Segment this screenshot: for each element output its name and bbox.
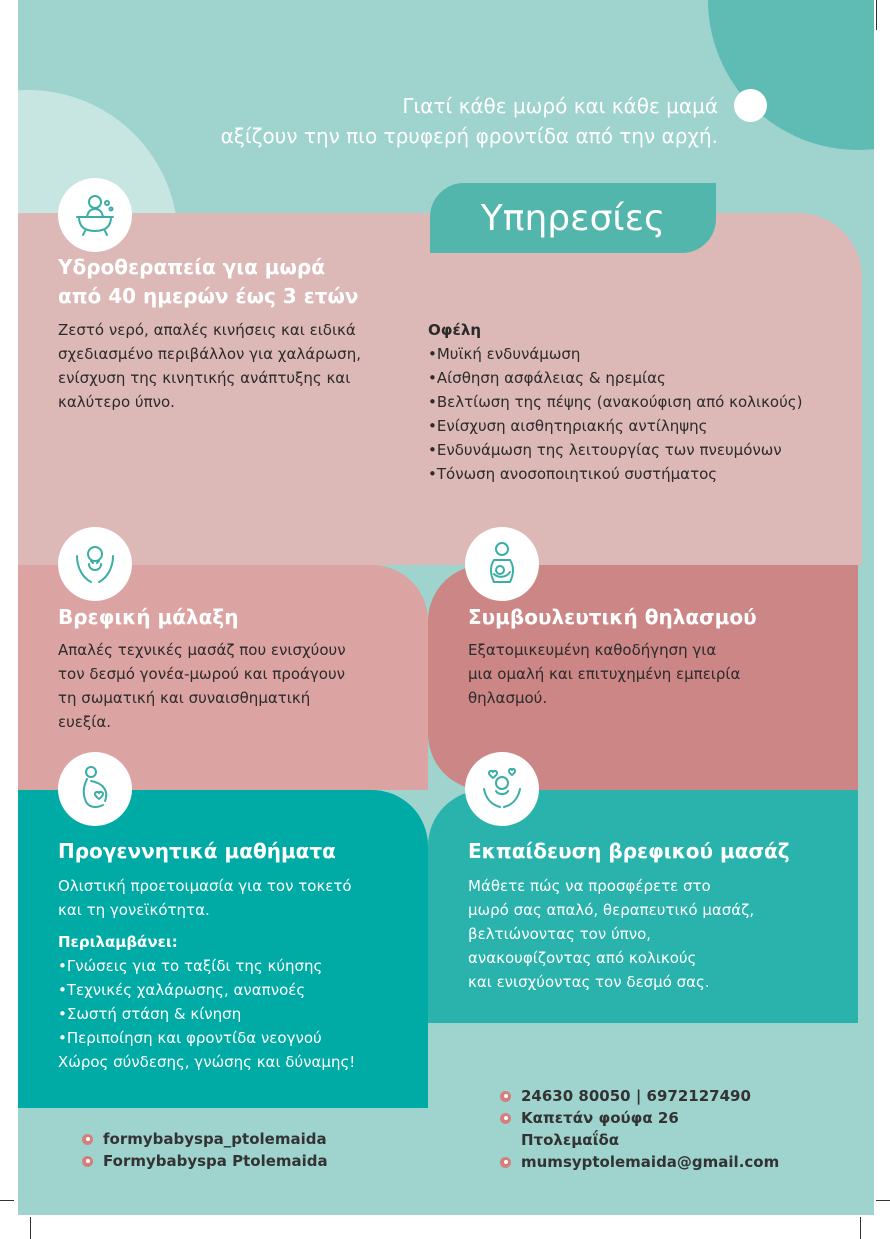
address-line: Καπετάν φούφα 26 xyxy=(521,1109,679,1127)
contact-info xyxy=(500,1085,779,1173)
text-line: Εξατομικευμένη καθοδήγηση για xyxy=(468,641,717,659)
text-line: τον δεσμό γονέα-μωρού και προάγουν xyxy=(58,665,346,683)
hydrotherapy-benefits xyxy=(428,318,858,486)
baby-hands-icon xyxy=(58,527,132,601)
decorative-circle xyxy=(708,0,874,150)
phone-number: 24630 80050 | 6972127490 xyxy=(521,1087,751,1105)
text-line: Απαλές τεχνικές μασάζ που ενισχύουν xyxy=(58,641,346,659)
includes-item: • Περιποίηση και φροντίδα νεογνού xyxy=(58,1026,423,1050)
massage-training-title: Εκπαίδευση βρεφικού μασάζ xyxy=(468,839,790,863)
closing-line: Χώρος σύνδεσης, γνώσης και δύναμης! xyxy=(58,1053,356,1071)
address-row-2 xyxy=(500,1129,779,1151)
crop-mark xyxy=(860,1217,861,1239)
benefit-item: • Ενίσχυση αισθητηριακής αντίληψης xyxy=(428,414,858,438)
text-line: Ολιστική προετοιμασία για τον τοκετό xyxy=(58,877,352,895)
crop-mark xyxy=(876,0,877,30)
crop-mark xyxy=(0,1200,14,1201)
text-line: σχεδιασμένο περιβάλλον για χαλάρωση, xyxy=(58,345,361,363)
email-address: mumsyptolemaida@gmail.com xyxy=(521,1153,780,1171)
hydrotherapy-title xyxy=(58,253,359,311)
email-row[interactable] xyxy=(500,1151,779,1173)
location-icon xyxy=(500,1113,511,1124)
benefit-item: • Αίσθηση ασφάλειας & ηρεμίας xyxy=(428,366,858,390)
instagram-link[interactable] xyxy=(82,1128,328,1150)
social-links xyxy=(82,1128,328,1172)
services-heading: Υπηρεσίες xyxy=(430,183,716,253)
massage-training-description xyxy=(468,874,848,994)
tagline-line: αξίζουν την πιο τρυφερή φροντίδα από την αρχή. xyxy=(220,124,718,148)
text-line: τη σωματική και συναισθηματική xyxy=(58,689,311,707)
benefits-heading: Οφέλη xyxy=(428,321,482,339)
baby-bath-icon xyxy=(58,178,132,252)
tagline-line: Γιατί κάθε μωρό και κάθε μαμά xyxy=(402,94,718,118)
phone-row[interactable] xyxy=(500,1085,779,1107)
breastfeeding-mother-icon xyxy=(465,527,539,601)
text-line: καλύτερο ύπνο. xyxy=(58,393,175,411)
title-line: από 40 ημερών έως 3 ετών xyxy=(58,284,359,308)
text-line: και ενισχύοντας τον δεσμό σας. xyxy=(468,973,710,991)
instagram-handle: formybabyspa_ptolemaida xyxy=(103,1130,327,1148)
text-line: ευεξία. xyxy=(58,713,111,731)
breastfeeding-title: Συμβουλευτική θηλασμού xyxy=(468,605,757,629)
prenatal-description xyxy=(58,874,423,1074)
email-icon xyxy=(500,1157,511,1168)
decorative-dot xyxy=(734,89,767,122)
baby-massage-description xyxy=(58,638,423,734)
crop-mark xyxy=(876,1200,890,1201)
benefit-item: • Τόνωση ανοσοποιητικού συστήματος xyxy=(428,462,858,486)
benefit-item: • Ενδυνάμωση της λειτουργίας των πνευμόνων xyxy=(428,438,858,462)
facebook-handle: Formybabyspa Ptolemaida xyxy=(103,1152,328,1170)
text-line: ενίσχυση της κινητικής ανάπτυξης και xyxy=(58,369,351,387)
massage-hands-icon xyxy=(465,752,539,826)
hydrotherapy-description xyxy=(58,318,428,414)
prenatal-title: Προγεννητικά μαθήματα xyxy=(58,839,336,863)
phone-icon xyxy=(500,1091,511,1102)
instagram-icon xyxy=(82,1134,93,1145)
crop-mark xyxy=(30,1217,31,1239)
tagline xyxy=(118,91,718,151)
title-line: Υδροθεραπεία για μωρά xyxy=(58,255,325,279)
text-line: μια ομαλή και επιτυχημένη εμπειρία xyxy=(468,665,741,683)
address-row xyxy=(500,1107,779,1129)
includes-item: • Τεχνικές χαλάρωσης, αναπνοές xyxy=(58,978,423,1002)
facebook-icon xyxy=(82,1156,93,1167)
facebook-link[interactable] xyxy=(82,1150,328,1172)
text-line: και τη γονεϊκότητα. xyxy=(58,901,210,919)
breastfeeding-description xyxy=(468,638,848,710)
text-line: βελτιώνοντας τον ύπνο, xyxy=(468,925,652,943)
text-line: ανακουφίζοντας από κολικούς xyxy=(468,949,697,967)
includes-heading: Περιλαμβάνει: xyxy=(58,933,178,951)
includes-item: • Γνώσεις για το ταξίδι της κύησης xyxy=(58,954,423,978)
includes-item: • Σωστή στάση & κίνηση xyxy=(58,1002,423,1026)
text-line: Ζεστό νερό, απαλές κινήσεις και ειδικά xyxy=(58,321,356,339)
flyer-page xyxy=(18,0,874,1215)
benefit-item: • Βελτίωση της πέψης (ανακούφιση από κολικούς) xyxy=(428,390,858,414)
pregnancy-icon xyxy=(58,752,132,826)
text-line: Μάθετε πώς να προσφέρετε στο xyxy=(468,877,711,895)
baby-massage-title: Βρεφική μάλαξη xyxy=(58,605,239,629)
benefit-item: • Μυϊκή ενδυνάμωση xyxy=(428,342,858,366)
text-line: μωρό σας απαλό, θεραπευτικό μασάζ, xyxy=(468,901,755,919)
text-line: θηλασμού. xyxy=(468,689,548,707)
address-city: Πτολεμαΐδα xyxy=(521,1131,620,1149)
